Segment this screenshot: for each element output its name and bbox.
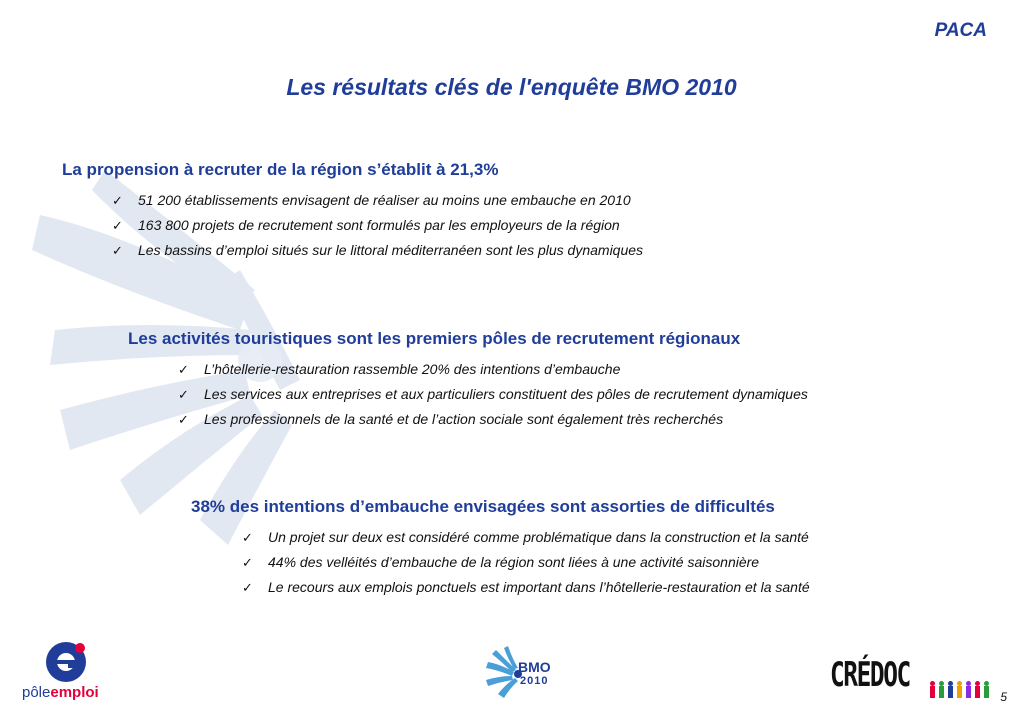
checkmark-icon: ✓ [112, 218, 123, 233]
pole-word: pôle [22, 684, 51, 701]
checkmark-icon: ✓ [242, 580, 253, 595]
list-item [178, 382, 808, 407]
section-heading: 38% des intentions d’embauche envisagées sont assorties de difficultés [191, 497, 775, 516]
emploi-word: emploi [50, 684, 99, 701]
list-item-text: Le recours aux emplois ponctuels est important dans l’hôtellerie-restauration et la santé [268, 579, 810, 595]
checkmark-icon: ✓ [178, 412, 189, 427]
checkmark-icon: ✓ [178, 362, 189, 377]
bullet-list [242, 525, 810, 600]
list-item-text: Les professionnels de la santé et de l’action sociale sont également très recherchés [204, 411, 724, 427]
bmo-year: 2010 [520, 675, 549, 687]
bullet-list [112, 188, 643, 263]
list-item-text: Les services aux entreprises et aux particuliers constituent des pôles de recrutement dynamiques [204, 386, 808, 402]
list-item-text: 163 800 projets de recrutement sont formulés par les employeurs de la région [138, 217, 620, 233]
pole-emploi-wordmark [22, 684, 99, 701]
bullet-list [178, 357, 808, 432]
checkmark-icon: ✓ [242, 555, 253, 570]
checkmark-icon: ✓ [178, 387, 189, 402]
slide-title: Les résultats clés de l'enquête BMO 2010 [286, 74, 737, 100]
list-item [242, 575, 810, 600]
list-item [178, 407, 808, 432]
list-item [112, 238, 643, 263]
list-item-text: Un projet sur deux est considéré comme problématique dans la construction et la santé [268, 529, 809, 545]
list-item-text: L’hôtellerie-restauration rassemble 20% des intentions d’embauche [204, 361, 621, 377]
bmo-label: BMO [518, 659, 551, 675]
list-item [112, 213, 643, 238]
region-label: PACA [934, 20, 987, 41]
list-item [242, 525, 810, 550]
list-item-text: Les bassins d’emploi situés sur le littoral méditerranéen sont les plus dynamiques [138, 242, 644, 258]
people-figures-icon [928, 680, 990, 700]
page-number: 5 [1000, 690, 1007, 704]
section-hiring-difficulties [191, 497, 810, 600]
checkmark-icon: ✓ [112, 243, 123, 258]
section-heading: La propension à recruter de la région s’établit à 21,3% [62, 160, 499, 179]
list-item [242, 550, 810, 575]
list-item-text: 44% des velléités d’embauche de la région sont liées à une activité saisonnière [268, 554, 760, 570]
checkmark-icon: ✓ [242, 530, 253, 545]
list-item [178, 357, 808, 382]
credoc-logo: CRÉDOC [830, 655, 910, 695]
checkmark-icon: ✓ [112, 193, 123, 208]
list-item [112, 188, 643, 213]
section-heading: Les activités touristiques sont les premiers pôles de recrutement régionaux [128, 329, 741, 348]
list-item-text: 51 200 établissements envisagent de réaliser au moins une embauche en 2010 [138, 192, 631, 208]
section-tourism-activities [128, 329, 808, 432]
section-recruitment-propensity [62, 160, 643, 263]
